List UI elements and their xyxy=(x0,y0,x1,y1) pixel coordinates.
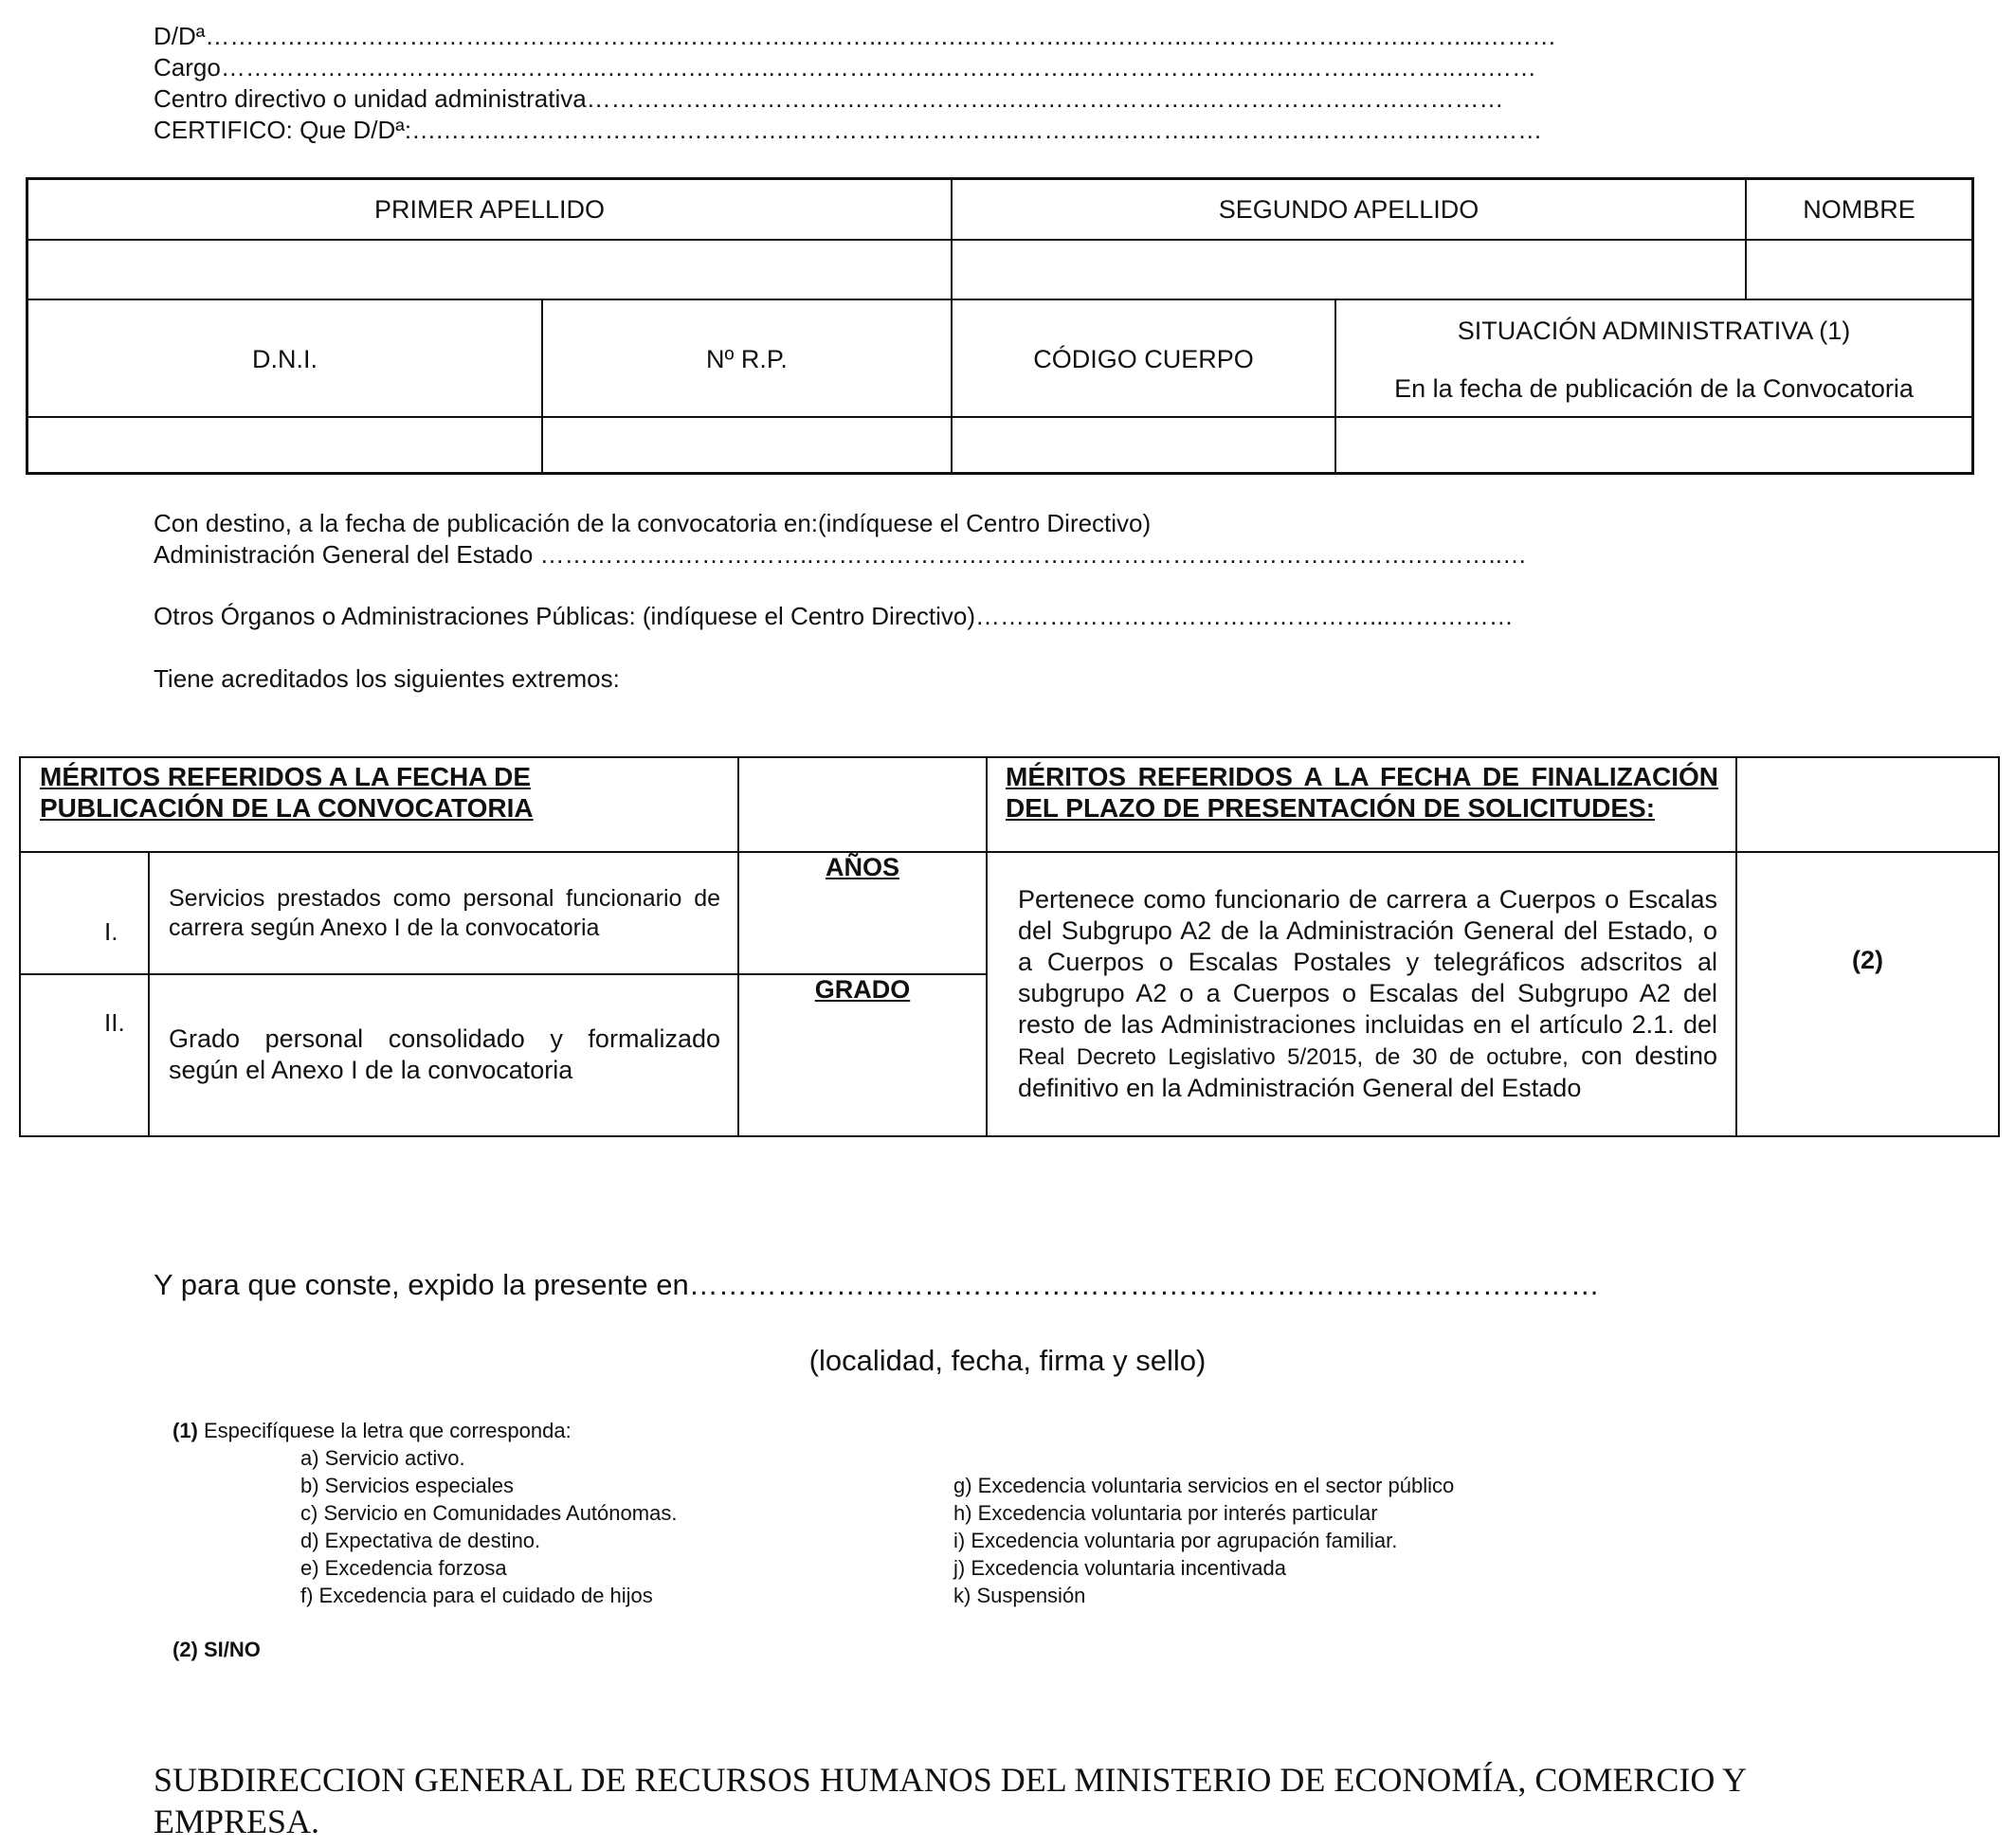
table-line xyxy=(148,851,150,1135)
meritos-publicacion-header: MÉRITOS REFERIDOS A LA FECHA DE PUBLICACIÓN DE LA CONVOCATORIA xyxy=(40,762,534,823)
note-2: (2) SI/NO xyxy=(172,1638,261,1661)
si-no-mark: (2) xyxy=(1852,946,1883,974)
note-option-k: k) Suspensión xyxy=(953,1584,1086,1607)
destino-otros-line: Otros Órganos o Administraciones Públicas: (indíquese el Centro Directivo)…………………………………………...…………… xyxy=(154,602,1514,630)
table-line xyxy=(21,851,1998,853)
pertenece-funcionario-text xyxy=(1018,884,1717,1104)
header-line-certifico: CERTIFICO: Que D/Dª:….……..…………………………….………………………..………..….……..………….…………….…….…… xyxy=(154,116,1543,144)
real-decreto-ref: Real Decreto Legislativo 5/2015, de 30 de octubre, xyxy=(1018,1044,1569,1070)
meritos-finalizacion-header: MÉRITOS REFERIDOS A LA FECHA DE FINALIZACIÓN DEL PLAZO DE PRESENTACIÓN DE SOLICITUDES: xyxy=(1006,762,1718,823)
nombre-field[interactable] xyxy=(1748,241,1970,297)
table-line xyxy=(737,758,739,1135)
situacion-fecha-subheader: En la fecha de publicación de la Convocatoria xyxy=(1394,374,1914,403)
primer-apellido-field[interactable] xyxy=(30,241,949,297)
meritos-table xyxy=(19,756,2000,1137)
note-1 xyxy=(172,1418,572,1444)
row-number-ii: II. xyxy=(104,1008,125,1037)
anos-field[interactable] xyxy=(741,887,984,970)
segundo-apellido-field[interactable] xyxy=(953,241,1743,297)
header-line-cargo: Cargo……………….……….……..………..……….………..………………..…….………..……………….……..…….…..……..….…… xyxy=(154,53,1536,82)
expido-line: Y para que conste, expido la presente en………………………………………………………………………………… xyxy=(154,1268,1600,1301)
note-option-d: d) Expectativa de destino. xyxy=(300,1529,541,1552)
codigo-cuerpo-header: CÓDIGO CUERPO xyxy=(1033,345,1254,373)
table-line xyxy=(541,299,543,475)
segundo-apellido-header: SEGUNDO APELLIDO xyxy=(1218,195,1479,224)
header-line-dda: D/Dª…………….………….…….……….…………..………….………..……….………….…….……..……….……….……..……...……… xyxy=(154,22,1557,50)
pertenece-text-main: Pertenece como funcionario de carrera a Cuerpos o Escalas del Subgrupo A2 de la Administración General del Estado, o a Cuerpos o Escalas Postales y telegráficos adscritos al subgrupo A2 o a Cuerpos o Escalas del Subgrupo A2 del resto de las Administraciones incluidas en el artículo 2.1. del xyxy=(1018,885,1717,1039)
primer-apellido-header: PRIMER APELLIDO xyxy=(373,195,606,224)
note-1-text: Especifíquese la letra que corresponda: xyxy=(197,1419,572,1442)
table-line xyxy=(28,299,1971,300)
extremos-intro: Tiene acreditados los siguientes extremos: xyxy=(154,664,620,693)
note-option-b: b) Servicios especiales xyxy=(300,1474,514,1497)
note-option-a: a) Servicio activo. xyxy=(300,1446,465,1470)
header-line-centro: Centro directivo o unidad administrativa…………………………..………………..….………………..…………………….………… xyxy=(154,84,1504,113)
situacion-field[interactable] xyxy=(1337,419,1970,474)
grado-field[interactable] xyxy=(741,1010,984,1132)
dni-field[interactable] xyxy=(30,419,540,474)
footer-subdireccion-line1: SUBDIRECCION GENERAL DE RECURSOS HUMANOS DEL MINISTERIO DE ECONOMÍA, COMERCIO Y xyxy=(154,1761,1748,1799)
footer-subdireccion-line2: EMPRESA. xyxy=(154,1803,320,1840)
row-number-i: I. xyxy=(104,917,118,946)
nrp-header: Nº R.P. xyxy=(706,345,788,373)
table-line xyxy=(28,416,1971,418)
dni-header: D.N.I. xyxy=(251,345,318,373)
grado-label: GRADO xyxy=(814,975,911,1004)
nombre-header: NOMBRE xyxy=(1803,195,1915,224)
note-option-c: c) Servicio en Comunidades Autónomas. xyxy=(300,1501,678,1525)
nrp-field[interactable] xyxy=(544,419,950,474)
note-option-j: j) Excedencia voluntaria incentivada xyxy=(953,1556,1286,1580)
situacion-administrativa-header: SITUACIÓN ADMINISTRATIVA (1) xyxy=(1457,317,1851,345)
personal-data-table xyxy=(26,177,1974,475)
note-option-i: i) Excedencia voluntaria por agrupación familiar. xyxy=(953,1529,1398,1552)
codigo-cuerpo-field[interactable] xyxy=(953,419,1334,474)
note-option-f: f) Excedencia para el cuidado de hijos xyxy=(300,1584,653,1607)
note-option-g: g) Excedencia voluntaria servicios en el sector público xyxy=(953,1474,1455,1497)
note-option-e: e) Excedencia forzosa xyxy=(300,1556,507,1580)
destino-age-line: Administración General del Estado ……………..……………..……………….………….……………….………….……….………..… xyxy=(154,540,1528,569)
table-line xyxy=(986,758,988,1135)
localidad-fecha-firma-sello: (localidad, fecha, firma y sello) xyxy=(808,1344,1207,1377)
note-option-h: h) Excedencia voluntaria por interés particular xyxy=(953,1501,1378,1525)
destino-intro: Con destino, a la fecha de publicación de la convocatoria en:(indíquese el Centro Directivo) xyxy=(154,509,1152,537)
note-1-label: (1) xyxy=(172,1419,198,1442)
table-line xyxy=(951,299,953,475)
pertenece-text-end: con destino definitivo en la Administración General del Estado xyxy=(1018,1042,1717,1102)
grado-personal-text: Grado personal consolidado y formalizado según el Anexo I de la convocatoria xyxy=(169,1024,720,1084)
anos-label: AÑOS xyxy=(825,853,899,881)
servicios-prestados-text: Servicios prestados como personal funcionario de carrera según Anexo I de la convocatoria xyxy=(169,885,720,941)
